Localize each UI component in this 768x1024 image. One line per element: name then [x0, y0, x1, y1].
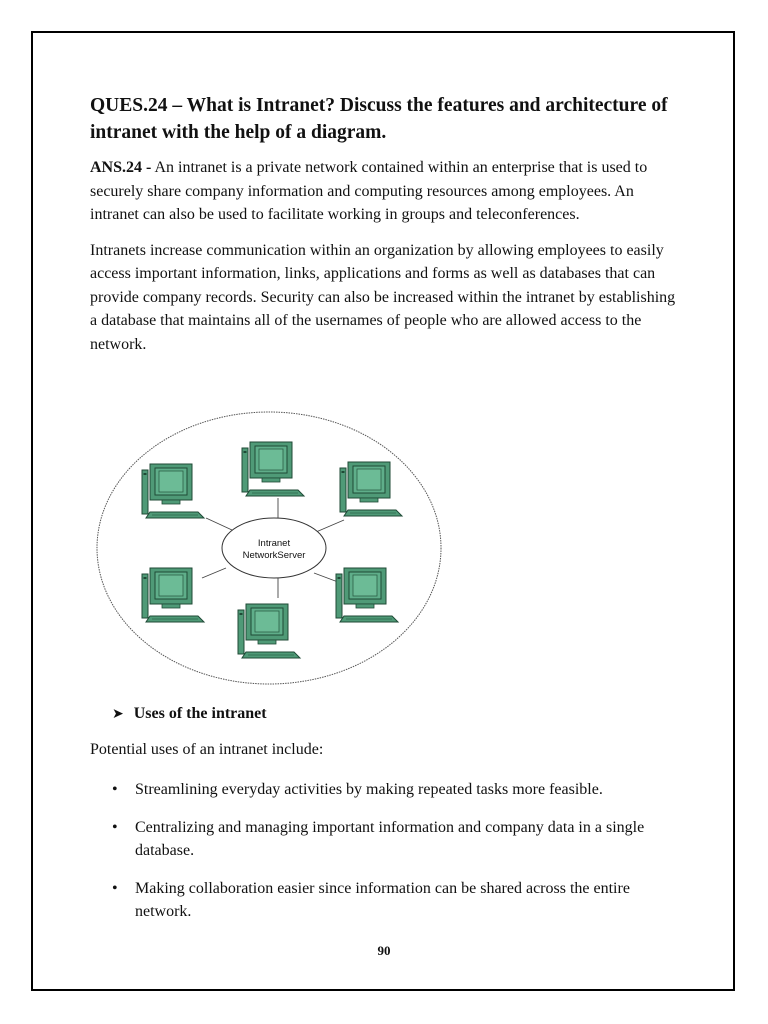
- server-label-line1: Intranet: [257, 538, 291, 549]
- bullet-icon: •: [112, 781, 118, 798]
- computer-icon-bottom-right: [336, 568, 398, 622]
- content-area: [90, 92, 680, 368]
- intranet-diagram: [94, 408, 446, 688]
- computer-icon-top: [242, 442, 304, 496]
- bullet-icon: •: [112, 818, 118, 836]
- computer-icon-bottom: [238, 604, 300, 658]
- uses-intro: Potential uses of an intranet include:: [90, 741, 324, 758]
- list-item: • Streamlining everyday activities by making repeated tasks more feasible.: [110, 778, 670, 802]
- uses-list: [110, 778, 670, 938]
- answer-paragraph-1: [90, 156, 680, 227]
- bullet-icon: •: [112, 879, 118, 897]
- uses-heading: [112, 705, 267, 723]
- list-item: • Making collaboration easier since information can be shared across the entire network.: [110, 877, 670, 924]
- computer-icon-bottom-left: [142, 568, 204, 622]
- server-label-line2: NetworkServer: [242, 550, 306, 561]
- answer-paragraph-2: Intranets increase communication within an organization by allowing employees to easily access important information, links, applications and forms as well as databases that can provide company records. Security can also be increased within the intranet by establishing a database that maintains all of the usernames of people who are allowed access to the network.: [90, 241, 676, 353]
- arrow-bullet-icon: ➤: [112, 706, 124, 722]
- list-item: • Centralizing and managing important information and company data in a single database.: [110, 816, 670, 863]
- page-number: 90: [377, 943, 391, 958]
- uses-heading-text: Uses of the intranet: [133, 705, 267, 722]
- answer-text: An intranet is a private network contained within an enterprise that is used to securely share company information and computing resources among employees. An intranet can also be used to facilitate working in groups and teleconferences.: [90, 159, 648, 223]
- computer-icon-top-right: [340, 462, 402, 516]
- answer-label: ANS.24 -: [90, 159, 152, 176]
- question-heading: QUES.24 – What is Intranet? Discuss the features and architecture of intranet with the help of a diagram.: [90, 95, 668, 143]
- computer-icon-top-left: [142, 464, 204, 518]
